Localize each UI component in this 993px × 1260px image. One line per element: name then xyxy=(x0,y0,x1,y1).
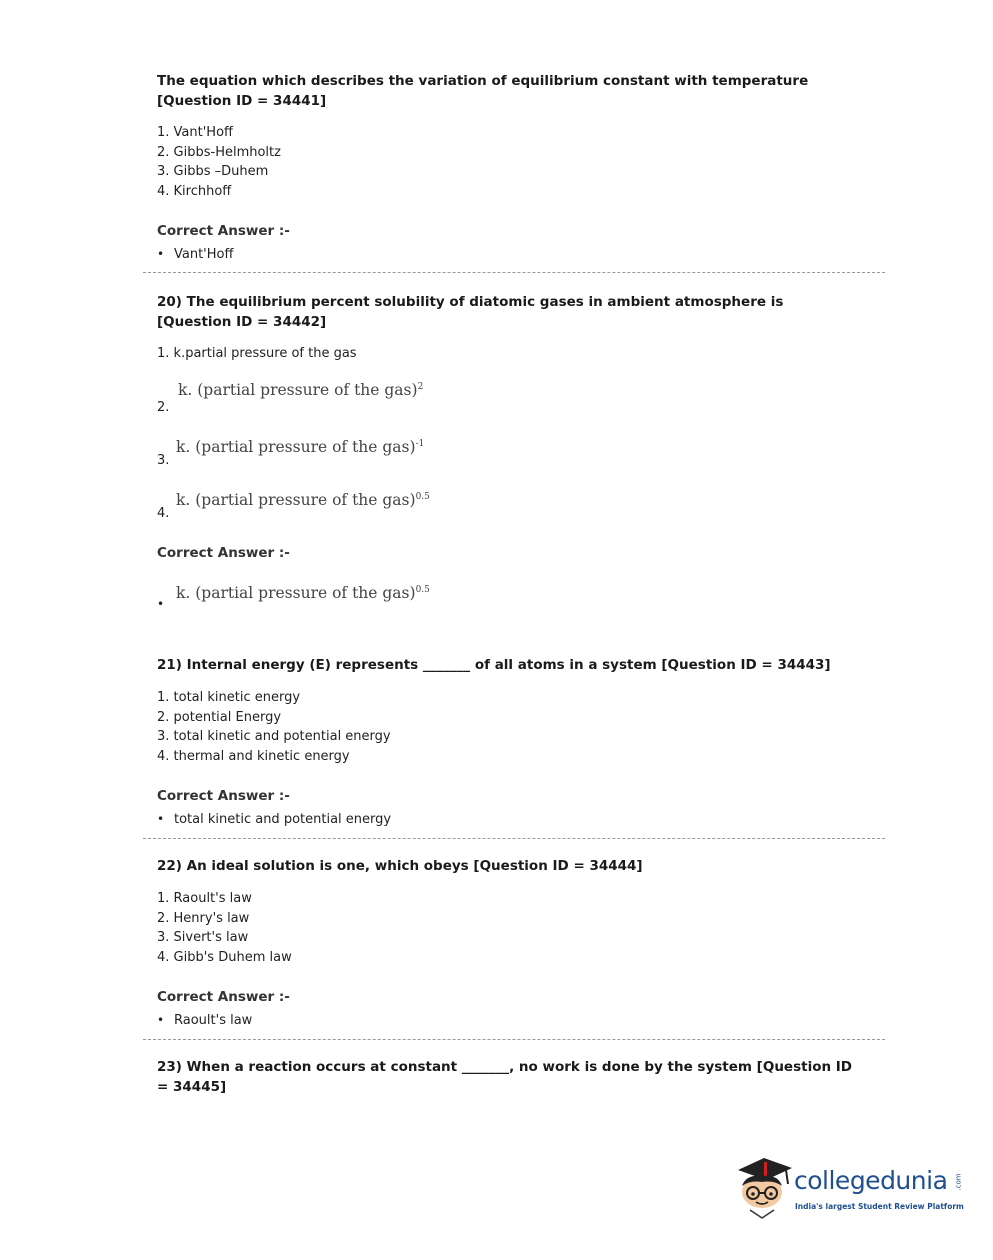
logo-wordmark: collegedunia xyxy=(794,1166,948,1195)
option: 4. Gibb's Duhem law xyxy=(157,949,292,965)
correct-answer-text: Vant'Hoff xyxy=(174,247,234,262)
formula-exponent: 2 xyxy=(417,381,424,392)
correct-answer xyxy=(157,1011,252,1030)
bullet-icon: • xyxy=(157,247,165,261)
option: 1. total kinetic energy xyxy=(157,690,301,705)
option: 2. Henry's law xyxy=(157,910,250,926)
option: 1. k.partial pressure of the gas xyxy=(157,346,357,361)
formula-text: k. (partial pressure of the gas) xyxy=(178,381,418,399)
question-22-title: 22) An ideal solution is one, which obeys [Question ID = 34444] xyxy=(157,858,643,874)
formula-text: k. (partial pressure of the gas) xyxy=(176,584,416,602)
question-19-options xyxy=(157,123,281,201)
question-21-title: 21) Internal energy (E) represents _______ of all atoms in a system [Question ID = 34443] xyxy=(157,657,831,673)
option-formula xyxy=(176,491,430,509)
correct-answer xyxy=(157,810,391,829)
question-22-options xyxy=(157,889,292,967)
correct-answer-formula xyxy=(176,584,430,602)
option-formula xyxy=(176,438,424,456)
collegedunia-logo xyxy=(734,1152,964,1224)
logo-tagline: India's largest Student Review Platform xyxy=(795,1202,964,1211)
formula-exponent: 0.5 xyxy=(415,584,430,595)
correct-answer-label: Correct Answer :- xyxy=(157,223,290,239)
formula-exponent: -1 xyxy=(415,438,425,449)
option-formula xyxy=(178,381,423,399)
option-number: 3. xyxy=(157,453,170,468)
correct-answer-label: Correct Answer :- xyxy=(157,545,290,561)
option: 3. Sivert's law xyxy=(157,930,249,946)
bullet-icon: • xyxy=(157,812,165,826)
formula-text: k. (partial pressure of the gas) xyxy=(176,491,416,509)
option-number: 4. xyxy=(157,506,170,521)
divider xyxy=(143,838,885,839)
correct-answer-text: Raoult's law xyxy=(174,1013,253,1028)
graduate-mascot-icon xyxy=(734,1152,796,1224)
option: 2. Gibbs-Helmholtz xyxy=(157,144,281,160)
option: 4. thermal and kinetic energy xyxy=(157,748,350,764)
correct-answer xyxy=(157,245,233,264)
option: 1. Raoult's law xyxy=(157,891,252,906)
question-23-title: 23) When a reaction occurs at constant _______, no work is done by the system [Question ID = 34445] xyxy=(157,1059,853,1095)
option: 3. total kinetic and potential energy xyxy=(157,729,391,745)
divider xyxy=(143,1039,885,1040)
option: 1. Vant'Hoff xyxy=(157,125,233,140)
formula-text: k. (partial pressure of the gas) xyxy=(176,438,416,456)
bullet-icon: • xyxy=(157,1013,165,1027)
logo-domain-suffix: .com xyxy=(954,1173,963,1191)
bullet-icon: • xyxy=(157,597,165,611)
divider xyxy=(143,272,885,273)
option: 2. potential Energy xyxy=(157,709,282,725)
correct-answer-label: Correct Answer :- xyxy=(157,788,290,804)
correct-answer-text: total kinetic and potential energy xyxy=(174,812,392,827)
option: 4. Kirchhoff xyxy=(157,183,232,199)
formula-exponent: 0.5 xyxy=(415,491,430,502)
correct-answer-label: Correct Answer :- xyxy=(157,989,290,1005)
question-19-title: The equation which describes the variation of equilibrium constant with temperature [Question ID = 34441] xyxy=(157,73,809,109)
question-20-title: 20) The equilibrium percent solubility of diatomic gases in ambient atmosphere is [Question ID = 34442] xyxy=(157,294,784,330)
question-21-options xyxy=(157,688,391,766)
option: 3. Gibbs –Duhem xyxy=(157,164,269,180)
option-number: 2. xyxy=(157,400,170,415)
